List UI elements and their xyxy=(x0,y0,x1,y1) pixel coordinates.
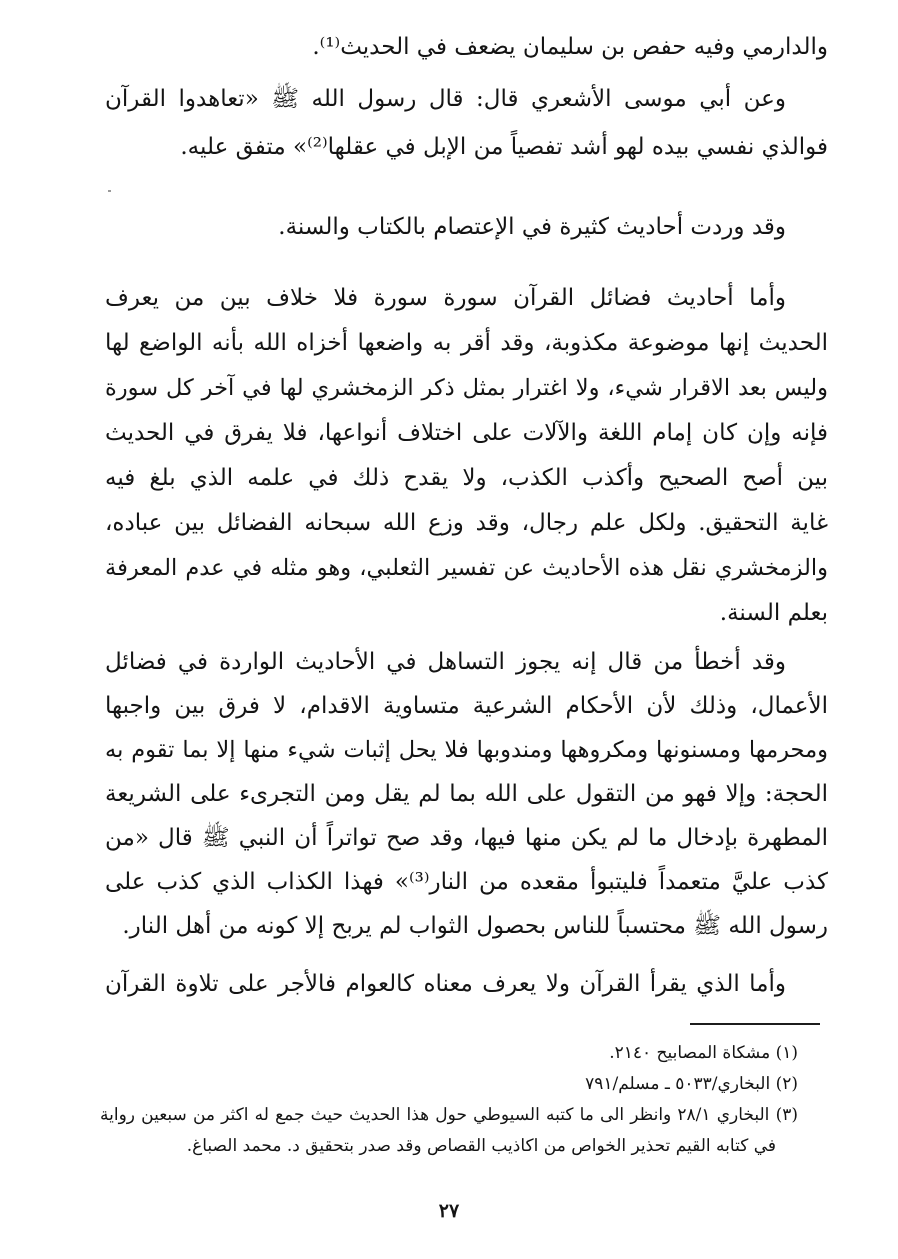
paragraph-3 xyxy=(105,210,828,245)
paragraph-line: فإنه وإن كان إمام اللغة والآلات على اختلاف أنواعها، فلا يفرق في الحديث xyxy=(105,420,828,446)
paragraph-line: بين أصح الصحيح وأكذب الكذب، ولا يقدح ذلك في علمه الذي بلغ فيه xyxy=(105,465,828,491)
paragraph-line: كذب عليَّ متعمداً فليتبوأ مقعده من النار⁽³⁾» فهذا الكذاب الذي كذب على xyxy=(105,869,828,895)
paragraph-6 xyxy=(105,967,828,1002)
paragraph-line: وقد وردت أحاديث كثيرة في الإعتصام بالكتاب والسنة. xyxy=(278,214,786,240)
paragraph-line: وأما الذي يقرأ القرآن ولا يعرف معناه كالعوام فالأجر على تلاوة القرآن xyxy=(105,971,786,997)
paragraph-line: فوالذي نفسي بيده لهو أشد تفصياً من الإبل في عقلها⁽²⁾» متفق عليه. xyxy=(180,134,828,160)
paragraph-line: والدارمي وفيه حفص بن سليمان يضعف في الحديث⁽¹⁾. xyxy=(312,34,828,60)
footnote-3: (٣) البخاري ٢٨/١ وانظر الى ما كتبه السيوطي حول هذا الحديث حيث جمع له اكثر من سبعين رواية xyxy=(100,1105,798,1125)
paragraph-5 xyxy=(105,645,828,953)
paragraph-line: وأما أحاديث فضائل القرآن سورة سورة فلا خلاف بين من يعرف xyxy=(105,285,786,311)
paragraph-line: وعن أبي موسى الأشعري قال: قال رسول الله ﷺ «تعاهدوا القرآن xyxy=(105,86,786,112)
paragraph-line: بعلم السنة. xyxy=(719,600,828,626)
footnotes xyxy=(100,1038,798,1162)
paragraph-line: وليس بعد الاقرار شيء، ولا اغترار بمثل ذكر الزمخشري لها في آخر كل سورة xyxy=(105,375,828,401)
paragraph-2 xyxy=(105,82,828,165)
paragraph-line: الحديث إنها موضوعة مكذوبة، وقد أقر به واضعها أخزاه الله بأنه الواضع لها xyxy=(105,330,828,356)
paragraph-1 xyxy=(105,30,828,65)
paragraph-4 xyxy=(105,281,828,641)
paragraph-line: غاية التحقيق. ولكل علم رجال، وقد وزع الله سبحانه الفضائل بين عباده، xyxy=(105,510,828,536)
footnote-3-continuation: في كتابه القيم تحذير الخواص من اكاذيب القصاص وقد صدر بتحقيق د. محمد الصباغ. xyxy=(186,1136,776,1156)
paragraph-line: وقد أخطأ من قال إنه يجوز التساهل في الأحاديث الواردة في فضائل xyxy=(105,649,786,675)
page-number: ٢٧ xyxy=(438,1200,460,1222)
footnote-1: (١) مشكاة المصابيح ٢١٤٠. xyxy=(609,1043,798,1063)
paragraph-line: الأعمال، وذلك لأن الأحكام الشرعية متساوية الاقدام، لا فرق بين واجبها xyxy=(105,693,828,719)
paragraph-line: ومحرمها ومسنونها ومكروهها ومندوبها فلا يحل إثبات شيء منها إلا بما تقوم به xyxy=(105,737,828,763)
footnote-separator xyxy=(690,1023,820,1025)
footnote-2: (٢) البخاري/٥٠٣٣ ـ مسلم/٧٩١ xyxy=(585,1074,798,1094)
paragraph-line: الحجة: وإلا فهو من التقول على الله بما لم يقل ومن التجرىء على الشريعة xyxy=(105,781,828,807)
paragraph-line: رسول الله ﷺ محتسباً للناس بحصول الثواب لم يربح إلا كونه من أهل النار. xyxy=(122,913,828,939)
scan-speck xyxy=(108,190,111,192)
paragraph-line: والزمخشري نقل هذه الأحاديث عن تفسير الثعلبي، وهو مثله في عدم المعرفة xyxy=(105,555,828,581)
paragraph-line: المطهرة بإدخال ما لم يكن منها فيها، وقد صح تواتراً أن النبي ﷺ قال «من xyxy=(105,825,828,851)
